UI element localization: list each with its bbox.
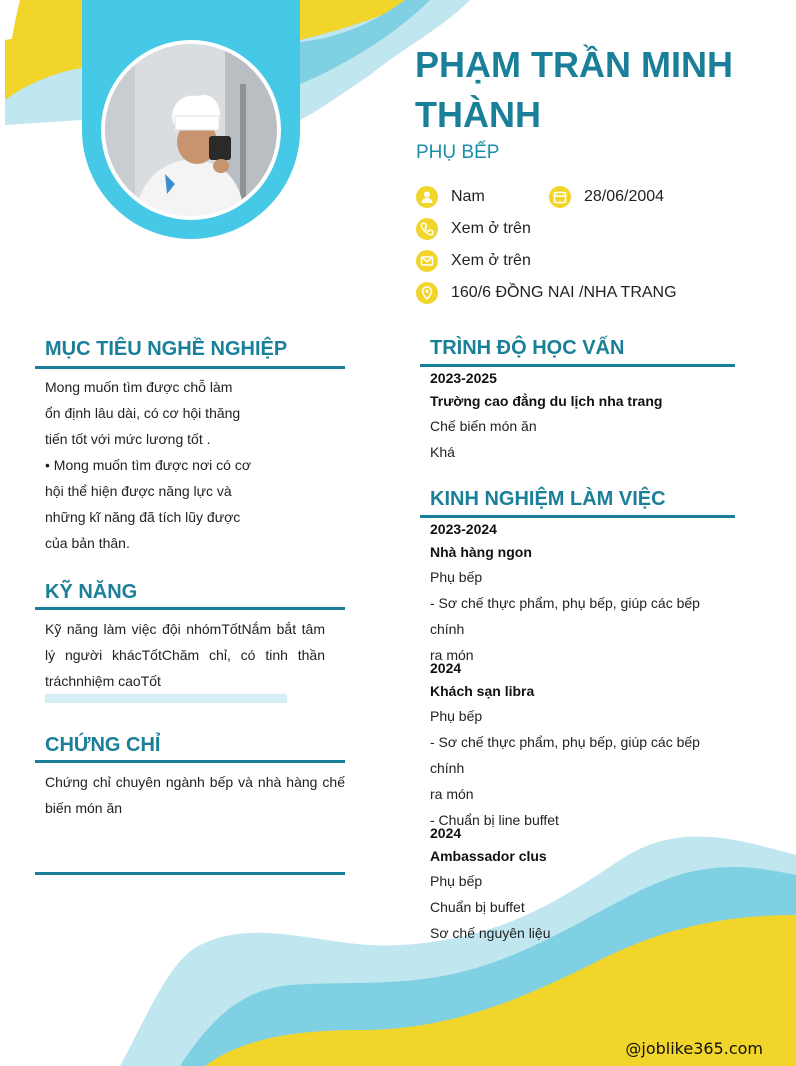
education-title: TRÌNH ĐỘ HỌC VẤN [430,337,625,359]
job-title: PHỤ BẾP [416,142,500,163]
education-school: Trường cao đẳng du lịch nha trang [430,393,663,409]
job-position: Phụ bếp [430,873,483,889]
job-company: Nhà hàng ngon [430,544,532,560]
career-goal-title: MỤC TIÊU NGHỀ NGHIỆP [45,338,288,360]
skills-line: tráchnhiệm caoTốt [45,673,161,689]
certificate-line: Chứng chỉ chuyên ngành bếp và nhà hàng chế [45,774,345,790]
address-value: 160/6 ĐỒNG NAI /NHA TRANG [451,284,677,301]
skills-divider [35,607,345,610]
job-entry [430,518,735,668]
certificates-title: CHỨNG CHỈ [45,734,161,756]
job-description: ra món [430,647,474,663]
career-goal-line: ổn định lâu dài, có cơ hội thăng [45,405,241,421]
education-period: 2023-2025 [430,370,497,386]
job-description: Sơ chế nguyên liệu [430,925,551,941]
skill-level-bar [45,694,287,703]
education-entry [430,367,735,465]
job-period: 2023-2024 [430,521,497,537]
job-period: 2024 [430,825,462,841]
career-goal-divider [35,366,345,369]
chef-portrait-image [105,44,277,216]
job-company: Khách sạn libra [430,683,535,699]
email-value: Xem ở trên [451,252,531,269]
gender-row [416,186,485,208]
certificate-line: biến món ăn [45,800,123,816]
name-line-1: PHẠM TRẦN MINH [415,44,733,85]
name-line-2: THÀNH [415,94,541,135]
job-entry [430,822,735,946]
birthdate-row [549,186,664,208]
person-icon [416,186,438,208]
career-goal-line: của bản thân. [45,535,130,551]
skills-text [45,616,325,694]
job-description: Chuẩn bị buffet [430,899,525,915]
job-position: Phụ bếp [430,708,483,724]
birthdate-value: 28/06/2004 [584,188,665,205]
education-grade: Khá [430,444,455,460]
email-row [416,250,531,272]
job-description: - Chuẩn bị line buffet [430,812,559,828]
gender-value: Nam [451,188,485,205]
career-goal-line: • Mong muốn tìm được nơi có cơ [45,457,251,473]
mail-icon [416,250,438,272]
career-goal-text [45,374,305,556]
experience-title: KINH NGHIỆM LÀM VIỆC [430,488,666,510]
career-goal-line: những kĩ năng đã tích lũy được [45,509,241,525]
job-description: - Sơ chế thực phẩm, phụ bếp, giúp các bếp chính [430,595,700,637]
job-position: Phụ bếp [430,569,483,585]
certificates-divider [35,760,345,763]
left-column-end-divider [35,872,345,875]
job-description: - Sơ chế thực phẩm, phụ bếp, giúp các bếp chính [430,734,700,776]
job-description: ra món [430,786,474,802]
location-pin-icon [416,282,438,304]
job-company: Ambassador clus [430,848,547,864]
skills-title: KỸ NĂNG [45,581,138,603]
career-goal-line: tiến tốt với mức lương tốt . [45,431,211,447]
phone-row [416,218,531,240]
address-row [416,282,677,304]
job-period: 2024 [430,660,462,676]
job-entry [430,657,735,833]
skills-line: lý người khácTốtChăm chỉ, có tinh thần [45,647,325,663]
phone-value: Xem ở trên [451,220,531,237]
education-major: Chế biến món ăn [430,418,537,434]
career-goal-line: hội thể hiện được năng lực và [45,483,232,499]
calendar-icon [549,186,571,208]
certificates-text [45,769,345,821]
candidate-name [415,40,775,140]
watermark: @joblike365.com [625,1039,763,1058]
career-goal-line: Mong muốn tìm được chỗ làm [45,379,233,395]
skills-line: Kỹ năng làm việc đội nhómTốtNắm bắt tâm [45,621,325,637]
avatar [101,40,281,220]
phone-icon [416,218,438,240]
